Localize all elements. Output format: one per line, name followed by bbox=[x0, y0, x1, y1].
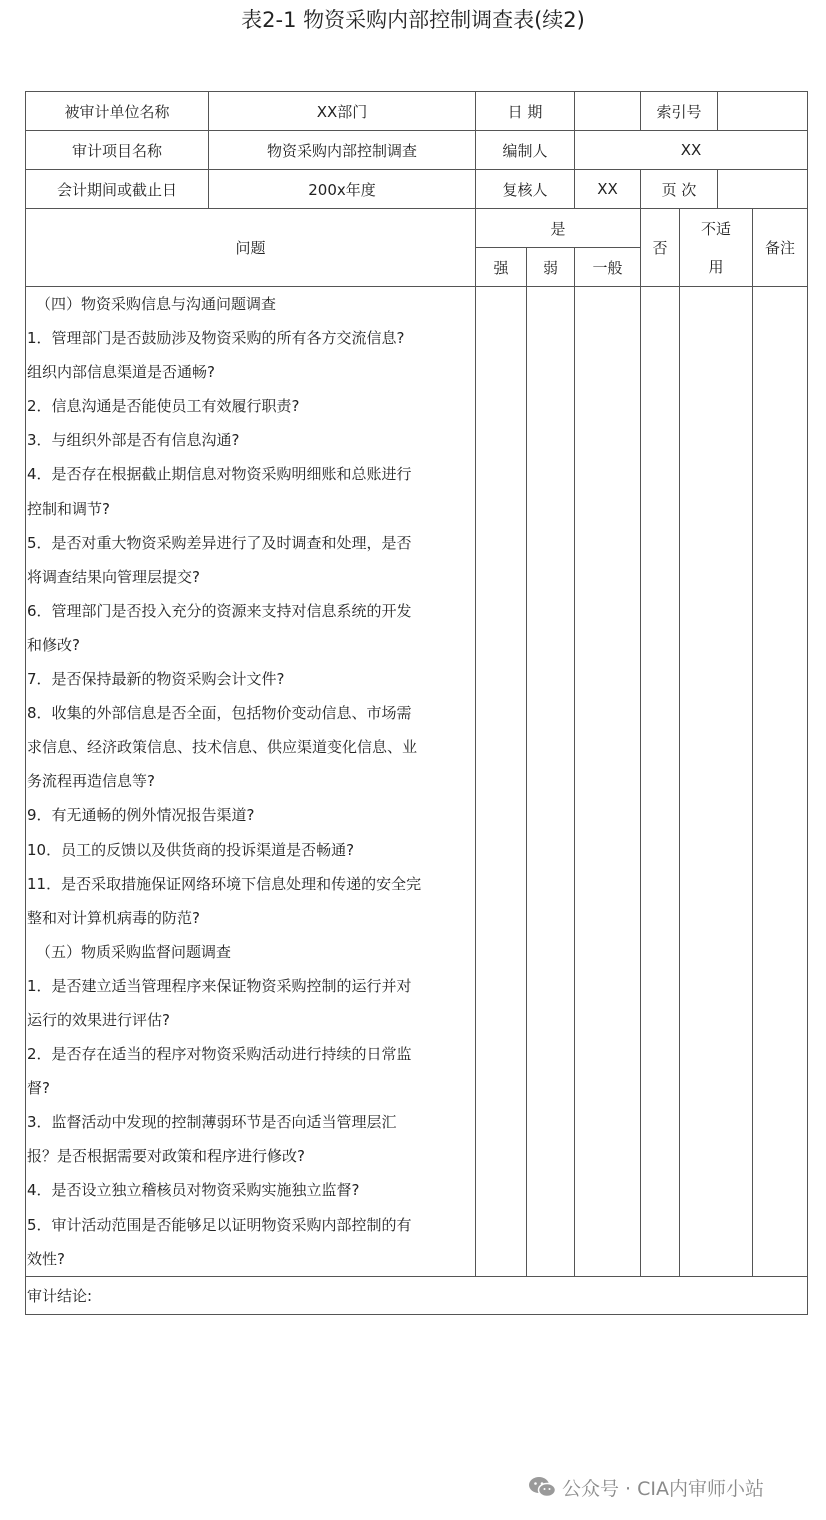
date-value bbox=[575, 92, 641, 131]
question-line: 1．管理部门是否鼓励涉及物资采购的所有各方交流信息? bbox=[27, 329, 405, 348]
question-line: 运行的效果进行评估? bbox=[27, 1010, 170, 1029]
question-line: 务流程再造信息等? bbox=[27, 772, 155, 791]
question-line: 2．是否存在适当的程序对物资采购活动进行持续的日常监 bbox=[27, 1045, 412, 1064]
no-header: 否 bbox=[641, 209, 680, 287]
column-header-row-1 bbox=[26, 209, 808, 248]
question-line: 报？是否根据需要对政策和程序进行修改? bbox=[27, 1147, 305, 1166]
general-cell bbox=[575, 287, 641, 1277]
period-label: 会计期间或截止日 bbox=[26, 170, 209, 209]
not-applicable-line-1: 不适 bbox=[701, 219, 732, 238]
question-line: 5．是否对重大物资采购差异进行了及时调查和处理，是否 bbox=[27, 533, 412, 552]
question-line: 3．与组织外部是否有信息沟通? bbox=[27, 431, 240, 450]
index-value bbox=[718, 92, 808, 131]
question-line: 9．有无通畅的例外情况报告渠道? bbox=[27, 806, 255, 825]
question-line: 11．是否采取措施保证网络环境下信息处理和传递的安全完 bbox=[27, 874, 422, 893]
header-row-2 bbox=[26, 131, 808, 170]
not-applicable-line-2: 用 bbox=[708, 257, 724, 276]
section-heading: （五）物质采购监督问题调查 bbox=[36, 942, 232, 961]
weak-cell bbox=[527, 287, 575, 1277]
project-value: 物资采购内部控制调查 bbox=[209, 131, 476, 170]
question-line: 督? bbox=[27, 1079, 50, 1098]
no-cell bbox=[641, 287, 680, 1277]
preparer-label: 编制人 bbox=[476, 131, 575, 170]
question-line: 10．员工的反馈以及供货商的投诉渠道是否畅通? bbox=[27, 840, 355, 859]
watermark-text: 公众号 · CIA内审师小站 bbox=[562, 1477, 764, 1500]
period-value: 200x年度 bbox=[209, 170, 476, 209]
preparer-value: XX bbox=[575, 131, 808, 170]
question-line: 1．是否建立适当管理程序来保证物资采购控制的运行并对 bbox=[27, 976, 412, 995]
weak-header: 弱 bbox=[527, 248, 575, 287]
question-line: 控制和调节? bbox=[27, 499, 110, 518]
remark-cell bbox=[753, 287, 808, 1277]
question-line: 求信息、经济政策信息、技术信息、供应渠道变化信息、业 bbox=[27, 738, 418, 757]
page-value bbox=[718, 170, 808, 209]
header-row-1 bbox=[26, 92, 808, 131]
strong-header: 强 bbox=[476, 248, 527, 287]
project-label: 审计项目名称 bbox=[26, 131, 209, 170]
reviewer-value: XX bbox=[575, 170, 641, 209]
question-header: 问题 bbox=[26, 209, 476, 287]
date-label: 日 期 bbox=[476, 92, 575, 131]
question-line: 整和对计算机病毒的防范? bbox=[27, 908, 200, 927]
unit-label: 被审计单位名称 bbox=[26, 92, 209, 131]
question-line: 8．收集的外部信息是否全面，包括物价变动信息、市场需 bbox=[27, 704, 412, 723]
questions-row bbox=[26, 287, 808, 1277]
header-row-3 bbox=[26, 170, 808, 209]
unit-value: XX部门 bbox=[209, 92, 476, 131]
yes-header: 是 bbox=[476, 209, 641, 248]
index-label: 索引号 bbox=[641, 92, 718, 131]
question-line: 和修改? bbox=[27, 635, 80, 654]
question-line: 组织内部信息渠道是否通畅? bbox=[27, 363, 215, 382]
watermark bbox=[528, 1473, 764, 1501]
not-applicable-cell bbox=[680, 287, 753, 1277]
remark-header: 备注 bbox=[753, 209, 808, 287]
question-line: 4．是否设立独立稽核员对物资采购实施独立监督? bbox=[27, 1181, 360, 1200]
question-line: 3．监督活动中发现的控制薄弱环节是否向适当管理层汇 bbox=[27, 1113, 397, 1132]
wechat-icon bbox=[528, 1476, 556, 1498]
conclusion-row bbox=[26, 1276, 808, 1314]
strong-cell bbox=[476, 287, 527, 1277]
question-line: 6．管理部门是否投入充分的资源来支持对信息系统的开发 bbox=[27, 601, 412, 620]
question-line: 将调查结果向管理层提交? bbox=[27, 567, 200, 586]
audit-table bbox=[25, 91, 808, 1315]
audit-conclusion: 审计结论: bbox=[26, 1276, 808, 1314]
reviewer-label: 复核人 bbox=[476, 170, 575, 209]
page-title: 表2-1 物资采购内部控制调查表(续2) bbox=[241, 8, 585, 32]
section-heading: （四）物资采购信息与沟通问题调查 bbox=[36, 295, 277, 313]
question-line: 效性? bbox=[27, 1249, 65, 1268]
not-applicable-header bbox=[680, 209, 753, 287]
page-label: 页 次 bbox=[641, 170, 718, 209]
question-list bbox=[26, 287, 476, 1277]
question-line: 2．信息沟通是否能使员工有效履行职责? bbox=[27, 397, 300, 416]
question-line: 7．是否保持最新的物资采购会计文件? bbox=[27, 670, 285, 689]
question-line: 5．审计活动范围是否能够足以证明物资采购内部控制的有 bbox=[27, 1215, 412, 1234]
question-line: 4．是否存在根据截止期信息对物资采购明细账和总账进行 bbox=[27, 465, 412, 484]
general-header: 一般 bbox=[575, 248, 641, 287]
